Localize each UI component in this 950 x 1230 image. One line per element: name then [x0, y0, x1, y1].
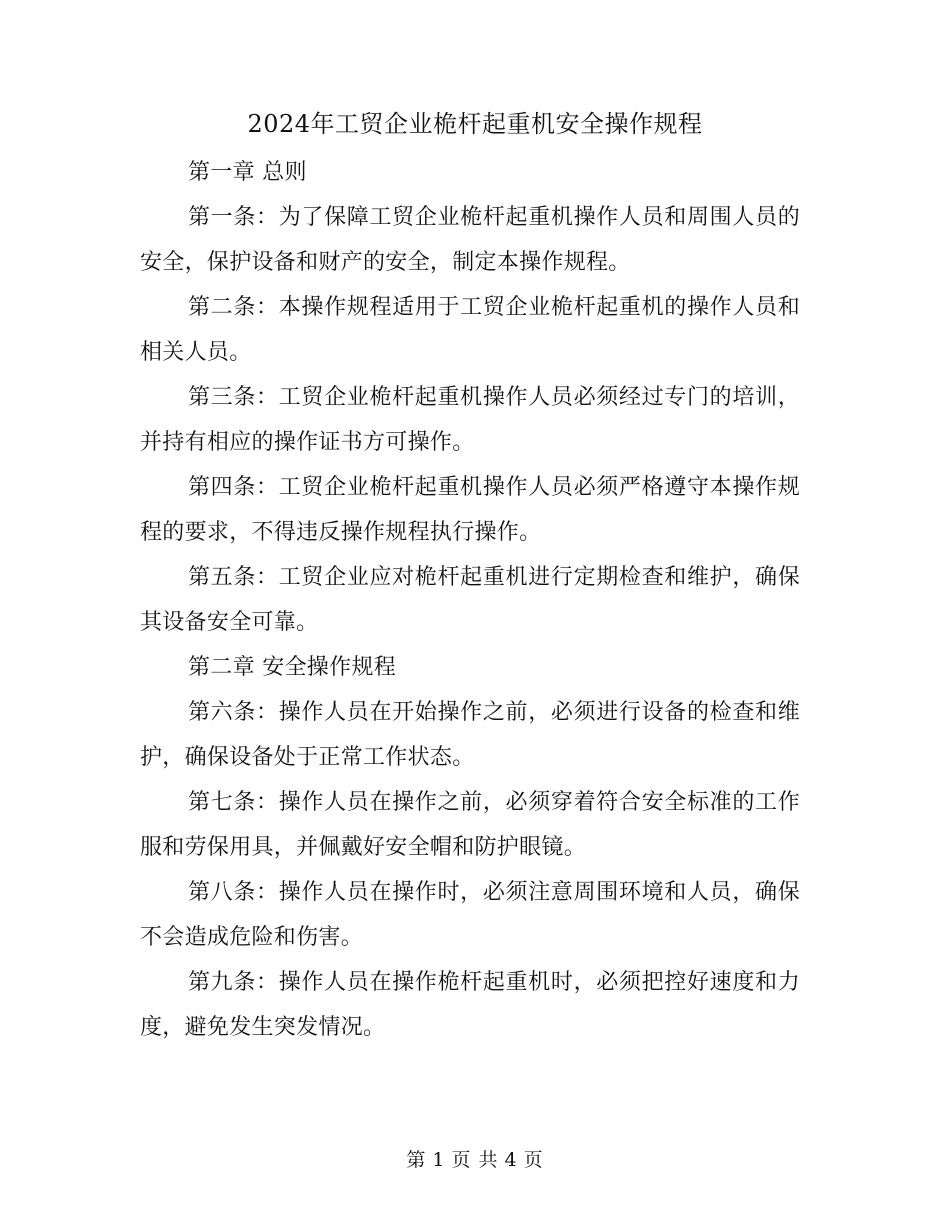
footer-mid: 页 共: [451, 1149, 499, 1171]
article-4: 第四条：工贸企业桅杆起重机操作人员必须严格遵守本操作规程的要求，不得违反操作规程执行操作。: [140, 475, 800, 545]
total-page-count: 4: [504, 1149, 518, 1171]
article-5: 第五条：工贸企业应对桅杆起重机进行定期检查和维护，确保其设备安全可靠。: [140, 565, 800, 635]
page-footer: [0, 1145, 950, 1175]
current-page-number: 1: [432, 1149, 446, 1171]
article-9: 第九条：操作人员在操作桅杆起重机时，必须把控好速度和力度，避免发生突发情况。: [140, 970, 800, 1040]
document-body: [140, 150, 800, 1050]
chapter-heading-2: 第二章 安全操作规程: [188, 655, 396, 680]
footer-prefix: 第: [406, 1149, 427, 1171]
article-2: 第二条：本操作规程适用于工贸企业桅杆起重机的操作人员和相关人员。: [140, 295, 800, 365]
document-title: 2024年工贸企业桅杆起重机安全操作规程: [247, 110, 703, 138]
article-8: 第八条：操作人员在操作时，必须注意周围环境和人员，确保不会造成危险和伤害。: [140, 880, 800, 950]
footer-suffix: 页: [523, 1149, 544, 1171]
chapter-heading-1: 第一章 总则: [188, 160, 307, 185]
article-3: 第三条：工贸企业桅杆起重机操作人员必须经过专门的培训，并持有相应的操作证书方可操作。: [140, 385, 800, 455]
article-1: 第一条：为了保障工贸企业桅杆起重机操作人员和周围人员的安全，保护设备和财产的安全，制定本操作规程。: [140, 205, 800, 275]
article-7: 第七条：操作人员在操作之前，必须穿着符合安全标准的工作服和劳保用具，并佩戴好安全帽和防护眼镜。: [140, 790, 800, 860]
article-6: 第六条：操作人员在开始操作之前，必须进行设备的检查和维护，确保设备处于正常工作状态。: [140, 700, 800, 770]
